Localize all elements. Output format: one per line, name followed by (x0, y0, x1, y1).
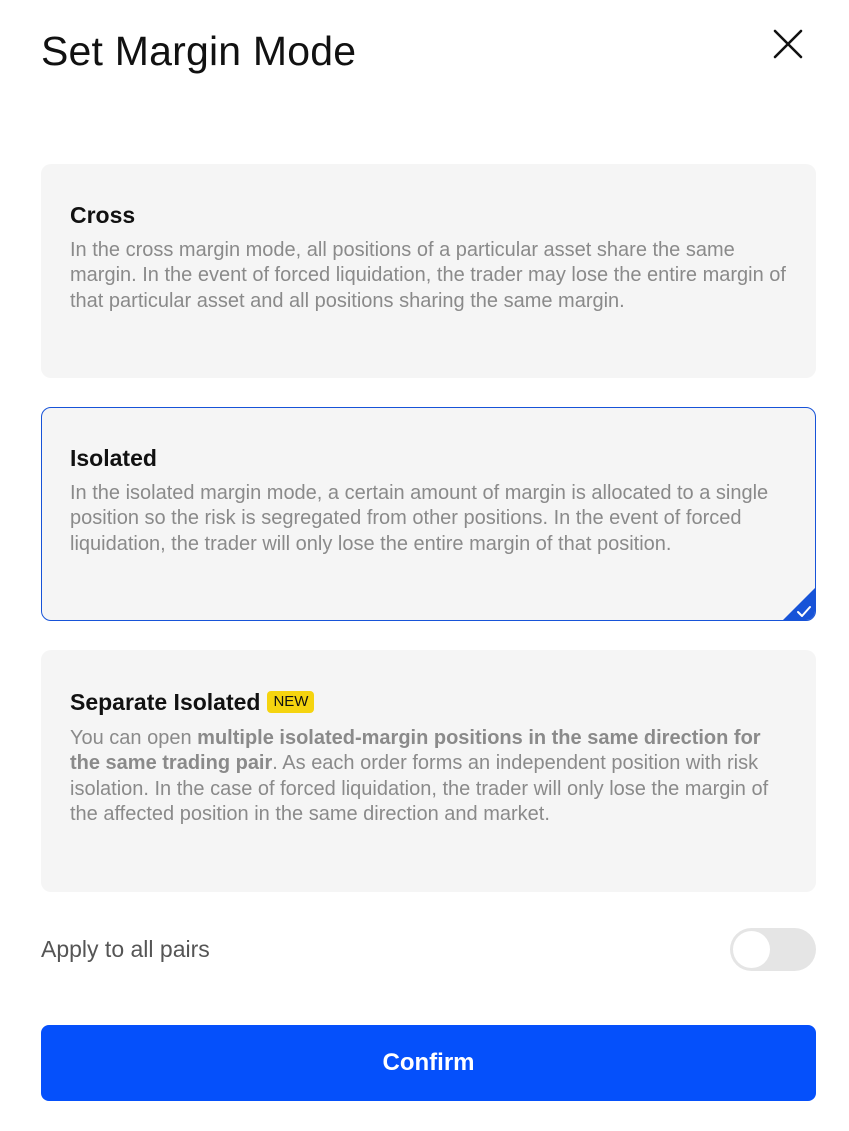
option-separate-isolated-title: Separate Isolated (70, 689, 261, 715)
description-bold: multiple isolated-margin positions in the same direction for the same trading pair (70, 727, 761, 775)
apply-all-pairs-toggle[interactable] (730, 928, 816, 971)
option-cross-title: Cross (70, 202, 136, 228)
close-icon (766, 22, 810, 66)
description-suffix: . As each order forms an independent position with risk isolation. In the case of forced liquidation, the trader will only lose the margin of the affected position in the same direction and market. (70, 752, 769, 826)
close-button[interactable] (766, 22, 810, 66)
confirm-button[interactable]: Confirm (41, 1025, 816, 1101)
description-prefix: You can open (70, 727, 198, 749)
option-separate-isolated-heading (70, 687, 787, 717)
dialog-title: Set Margin Mode (41, 28, 357, 74)
option-separate-isolated-description (70, 726, 787, 828)
new-badge: NEW (267, 691, 314, 713)
option-separate-isolated[interactable] (41, 650, 816, 892)
option-isolated[interactable] (41, 407, 816, 621)
option-cross[interactable] (41, 164, 816, 378)
option-isolated-title: Isolated (70, 445, 157, 471)
option-isolated-description: In the isolated margin mode, a certain amount of margin is allocated to a single position so the risk is segregated from other positions. In the event of forced liquidation, the trader will only lose the entire margin of that position. (70, 482, 769, 555)
apply-all-pairs-label: Apply to all pairs (41, 936, 210, 962)
toggle-knob (733, 931, 770, 968)
checkmark-icon (782, 587, 816, 621)
option-cross-description: In the cross margin mode, all positions of a particular asset share the same margin. In the event of forced liquidation, the trader may lose the entire margin of that particular asset and all positions sharing the same margin. (70, 239, 786, 312)
